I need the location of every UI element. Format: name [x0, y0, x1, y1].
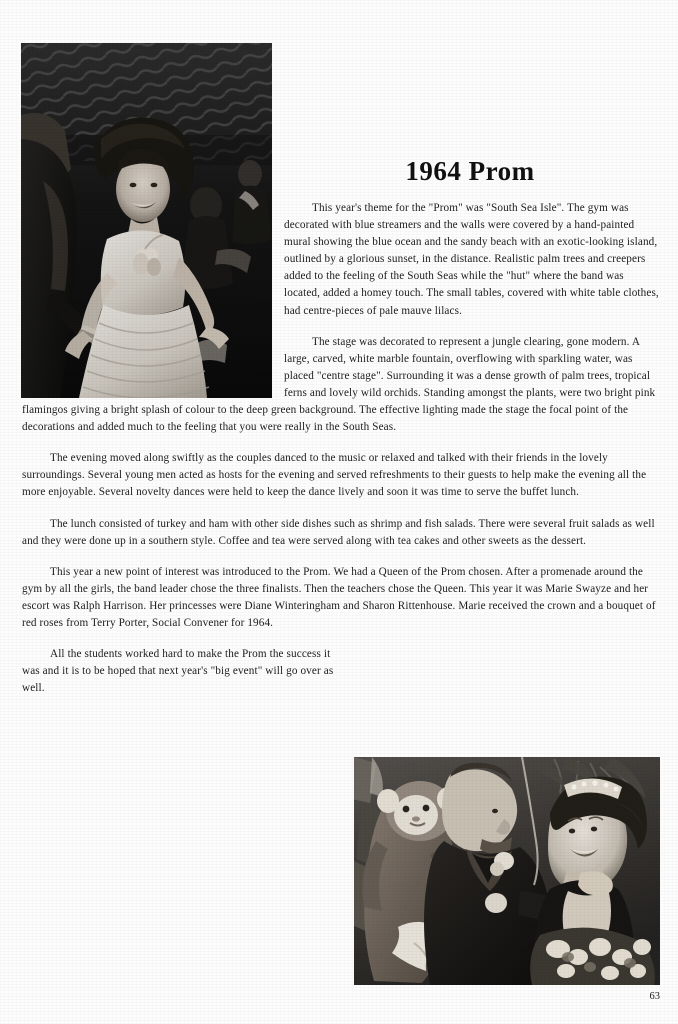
- right-photo-wrap-shape: [340, 646, 660, 882]
- paragraph-queen: This year a new point of interest was introduced to the Prom. We had a Queen of the Prom chosen. After a promenade around the gym by all the girls, the band leader chose the three finalists. Then the teachers chose the Queen. This year it was Marie Swayze and her escort was Ralph Harrison. Her princesses were Diane Winteringham and Sharon Rittenhouse. Marie received the crown and a bouquet of red roses from Terry Porter, Social Convener for 1964.: [22, 565, 656, 629]
- page-title: 1964 Prom: [405, 156, 535, 186]
- page-number: 63: [649, 991, 660, 1002]
- paragraph-stage: The stage was decorated to represent a jungle clearing, gone modern. A large, carved, white marble fountain, overflowing with sparkling water, was placed "centre stage". Surrounding it was a dense growth of palm trees, tropical ferns and lovely wild orchids. Standing amongst the plants, were two bright pink flamingos giving a bright splash of colour to the deep green background. The effective lighting made the stage the focal point of the decorations and added much to the feeling that you were really in the South Seas.: [22, 335, 656, 434]
- paragraph-lunch: The lunch consisted of turkey and ham with other side dishes such as shrimp and fish salads. There were several fruit salads as well and they were done up in a southern style. Coffee and tea were served along with tea cakes and other sweets as the dessert.: [22, 517, 655, 547]
- paragraph-closing: All the students worked hard to make the Prom the success it was and it is to be hoped that next year's "big event" will go over as well.: [22, 648, 334, 695]
- left-photo-wrap-shape: [22, 43, 284, 395]
- paragraph-theme: This year's theme for the "Prom" was "South Sea Isle". The gym was decorated with blue streamers and the walls were covered by a hand-painted mural showing the blue ocean and the sandy beach with an exotic-looking island, outlined by a glorious sunset, in the distance. Realistic palm trees and creepers added to the feeling of the South Seas while the "hut" where the band was located, added a homey touch. The small tables, covered with white table clothes, had centre-pieces of pale mauve lilacs.: [284, 202, 659, 317]
- article-body: [22, 43, 660, 882]
- paragraph-evening: The evening moved along swiftly as the couples danced to the music or relaxed and talked with their friends in the lovely surroundings. Several young men acted as hosts for the evening and served refreshments to their guests to help make the evening all the more enjoyable. Several novelty dances were held to keep the dance lively and soon it was time to serve the buffet lunch.: [22, 452, 647, 499]
